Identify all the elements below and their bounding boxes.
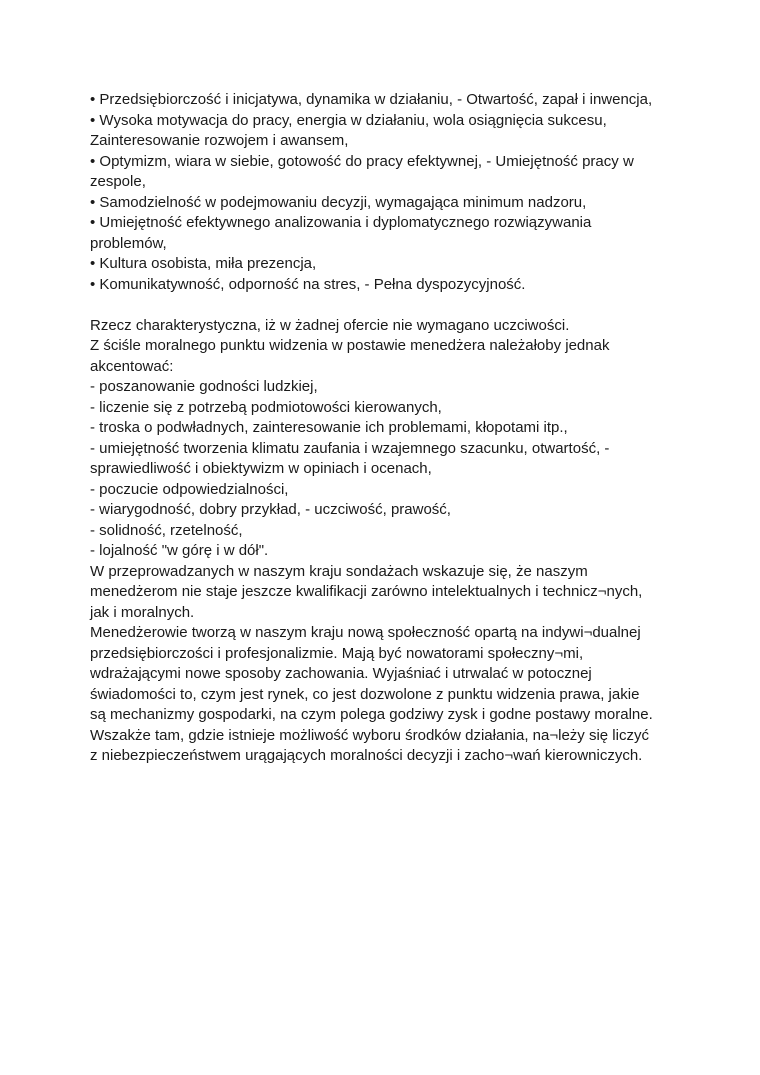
text-line: sprawiedliwość i obiektywizm w opiniach i ocenach, bbox=[90, 460, 432, 477]
text-line: akcentować: bbox=[90, 357, 174, 375]
text-line: • Komunikatywność, odporność na stres, - Pełna dyspozycyjność. bbox=[90, 275, 526, 293]
text-line: Menedżerowie tworzą w naszym kraju nową społeczność opartą na indywi¬dualnej bbox=[90, 624, 641, 641]
text-line: • Wysoka motywacja do pracy, energia w działaniu, wola osiągnięcia sukcesu, bbox=[90, 111, 607, 129]
text-line: W przeprowadzanych w naszym kraju sondażach wskazuje się, że naszym bbox=[90, 562, 588, 580]
text-line: Wszakże tam, gdzie istnieje możliwość wyboru środków działania, na¬leży się liczyć bbox=[90, 726, 649, 744]
document-page bbox=[90, 90, 680, 767]
text-line: • Kultura osobista, miła prezencja, bbox=[90, 255, 317, 272]
text-line: z niebezpieczeństwem urągających moralności decyzji i zacho¬wań kierowniczych. bbox=[90, 747, 643, 764]
text-line: Z ściśle moralnego punktu widzenia w postawie menedżera należałoby jednak bbox=[90, 337, 610, 354]
text-line: są mechanizmy gospodarki, na czym polega godziwy zysk i godne postawy moralne. bbox=[90, 706, 653, 723]
text-line: • Umiejętność efektywnego analizowania i dyplomatycznego rozwiązywania bbox=[90, 214, 592, 231]
text-line: • Przedsiębiorczość i inicjatywa, dynamika w działaniu, - Otwartość, zapał i inwencja, bbox=[90, 91, 653, 108]
text-line: - poczucie odpowiedzialności, bbox=[90, 480, 289, 498]
text-line: - troska o podwładnych, zainteresowanie ich problemami, kłopotami itp., bbox=[90, 419, 568, 436]
text-line: przedsiębiorczości i profesjonalizmie. Mają być nowatorami społeczny¬mi, bbox=[90, 644, 584, 662]
text-line: - solidność, rzetelność, bbox=[90, 521, 243, 539]
text-line: świadomości to, czym jest rynek, co jest dozwolone z punktu widzenia prawa, jakie bbox=[90, 685, 640, 703]
text-line: jak i moralnych. bbox=[90, 603, 195, 621]
text-line: - wiarygodność, dobry przykład, - uczciwość, prawość, bbox=[90, 501, 451, 518]
text-line: zespole, bbox=[90, 173, 146, 190]
text-line: - liczenie się z potrzebą podmiotowości kierowanych, bbox=[90, 398, 442, 416]
moral-section bbox=[90, 316, 680, 767]
text-line: menedżerom nie staje jeszcze kwalifikacji zarówno intelektualnych i technicz¬nych, bbox=[90, 583, 643, 600]
paragraph-gap bbox=[90, 295, 680, 316]
text-line: - umiejętność tworzenia klimatu zaufania i wzajemnego szacunku, otwartość, - bbox=[90, 439, 610, 457]
text-line: - lojalność "w górę i w dół". bbox=[90, 542, 269, 559]
text-line: - poszanowanie godności ludzkiej, bbox=[90, 378, 318, 395]
text-line: Rzecz charakterystyczna, iż w żadnej ofercie nie wymagano uczciwości. bbox=[90, 316, 570, 334]
text-line: • Optymizm, wiara w siebie, gotowość do pracy efektywnej, - Umiejętność pracy w bbox=[90, 152, 634, 170]
text-line: problemów, bbox=[90, 234, 167, 252]
text-line: • Samodzielność w podejmowaniu decyzji, wymagająca minimum nadzoru, bbox=[90, 193, 587, 211]
text-line: Zainteresowanie rozwojem i awansem, bbox=[90, 132, 349, 149]
qualities-list bbox=[90, 90, 680, 295]
text-line: wdrażającymi nowe sposoby zachowania. Wyjaśniać i utrwalać w potocznej bbox=[90, 665, 592, 682]
